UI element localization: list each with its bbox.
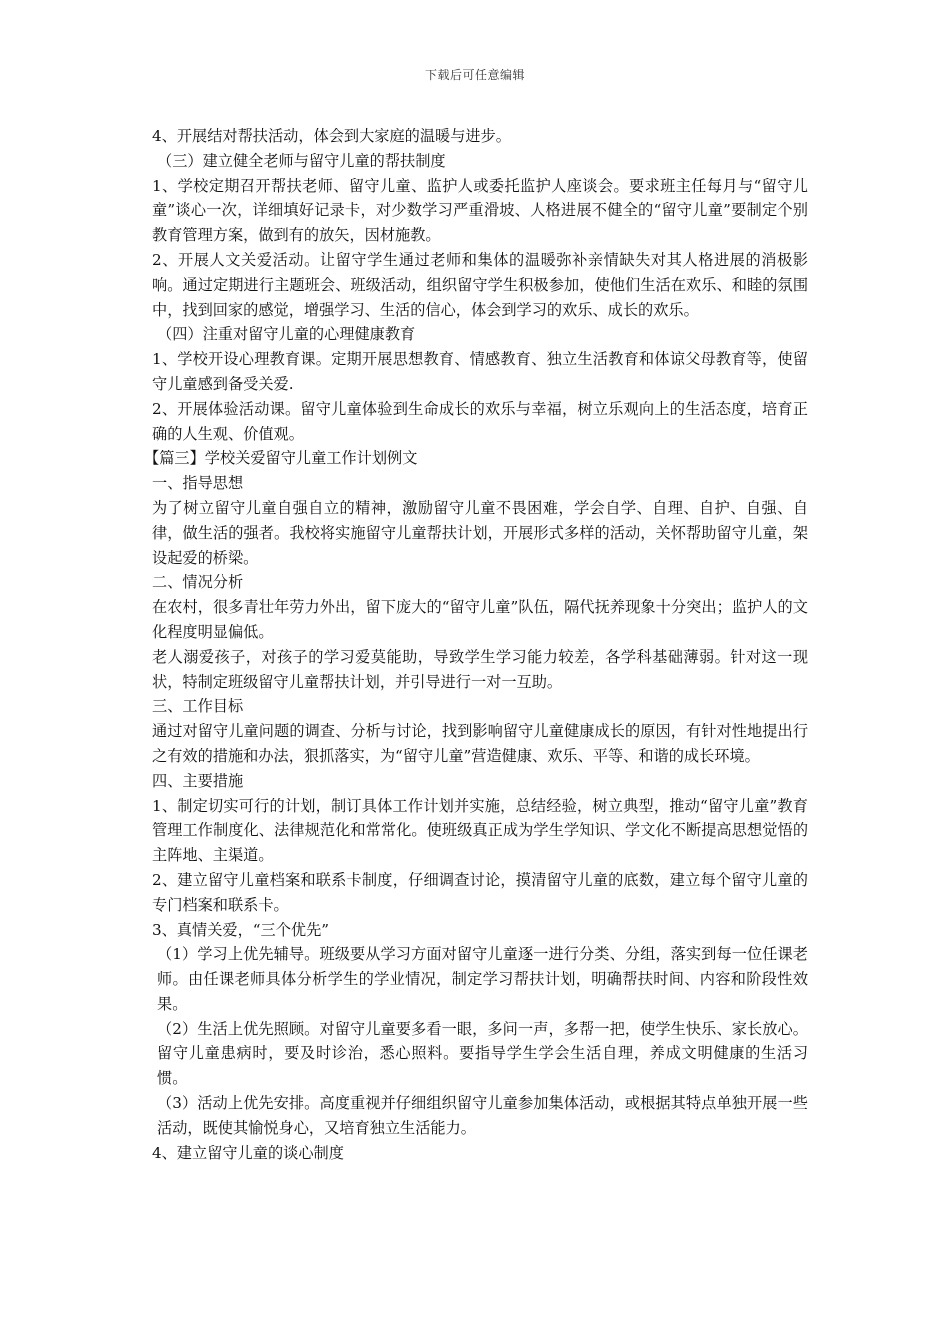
section-heading: （三）建立健全老师与留守儿童的帮扶制度 xyxy=(157,151,446,170)
paragraph: 4、建立留守儿童的谈心制度 xyxy=(152,1143,344,1162)
section-heading: 一、指导思想 xyxy=(152,474,244,493)
paragraph: 1、学校定期召开帮扶老师、留守儿童、监护人或委托监护人座谈会。要求班主任每月与“留守儿童”谈心一次，详细填好记录卡，对少数学习严重滑坡、人格进展不健全的“留守儿童”要制定个别教育管理方案，做到有的放矢，因材施教。 xyxy=(152,176,808,245)
section-heading: 四、主要措施 xyxy=(152,771,244,790)
paragraph: 为了树立留守儿童自强自立的精神，激励留守儿童不畏困难，学会自学、自理、自护、自强、自律，做生活的强者。我校将实施留守儿童帮扶计划，开展形式多样的活动，关怀帮助留守儿童，架设起爱的桥梁。 xyxy=(152,498,808,567)
paragraph: 3、真情关爱，“三个优先” xyxy=(152,920,330,939)
paragraph: 1、制定切实可行的计划，制订具体工作计划并实施，总结经验，树立典型，推动“留守儿童”教育管理工作制度化、法律规范化和常常化。使班级真正成为学生学知识、学文化不断提高思想觉悟的主阵地、主渠道。 xyxy=(152,796,808,865)
article-title: 【篇三】学校关爱留守儿童工作计划例文 xyxy=(144,449,418,468)
page-header: 下载后可任意编辑 xyxy=(424,68,525,82)
paragraph: （1）学习上优先辅导。班级要从学习方面对留守儿童逐一进行分类、分组，落实到每一位任课老师。由任课老师具体分析学生的学业情况，制定学习帮扶计划，明确帮扶时间、内容和阶段性效果。 xyxy=(157,945,808,1013)
paragraph: 老人溺爱孩子，对孩子的学习爱莫能助，导致学生学习能力较差，各学科基础薄弱。针对这一现状，特制定班级留守儿童帮扶计划，并引导进行一对一互助。 xyxy=(152,647,808,691)
document-body xyxy=(144,124,808,1165)
paragraph: 2、开展体验活动课。留守儿童体验到生命成长的欢乐与幸福，树立乐观向上的生活态度，培育正确的人生观、价值观。 xyxy=(152,399,808,443)
paragraph: 通过对留守儿童问题的调查、分析与讨论，找到影响留守儿童健康成长的原因，有针对性地提出行之有效的措施和办法，狠抓落实，为“留守儿童”营造健康、欢乐、平等、和谐的成长环境。 xyxy=(152,722,808,765)
section-heading: （四）注重对留守儿童的心理健康教育 xyxy=(157,325,416,344)
paragraph: 4、开展结对帮扶活动，体会到大家庭的温暖与进步。 xyxy=(152,127,511,145)
paragraph: 2、建立留守儿童档案和联系卡制度，仔细调查讨论，摸清留守儿童的底数，建立每个留守儿童的专门档案和联系卡。 xyxy=(152,870,808,914)
section-heading: 二、情况分析 xyxy=(152,573,244,592)
section-heading: 三、工作目标 xyxy=(152,697,244,716)
paragraph: （3）活动上优先安排。高度重视并仔细组织留守儿童参加集体活动，或根据其特点单独开展一些活动，既使其愉悦身心，又培育独立生活能力。 xyxy=(157,1094,808,1137)
paragraph: 2、开展人文关爱活动。让留守学生通过老师和集体的温暖弥补亲情缺失对其人格进展的消极影响。通过定期进行主题班会、班级活动，组织留守学生积极参加，使他们生活在欢乐、和睦的氛围中，找到回家的感觉，增强学习、生活的信心，体会到学习的欢乐、成长的欢乐。 xyxy=(152,250,808,319)
paragraph: （2）生活上优先照顾。对留守儿童要多看一眼，多问一声，多帮一把，使学生快乐、家长放心。留守儿童患病时，要及时诊治，悉心照料。要指导学生学会生活自理，养成文明健康的生活习惯。 xyxy=(157,1019,808,1088)
paragraph: 1、学校开设心理教育课。定期开展思想教育、情感教育、独立生活教育和体谅父母教育等，使留守儿童感到备受关爱. xyxy=(152,350,808,393)
paragraph: 在农村，很多青壮年劳力外出，留下庞大的“留守儿童”队伍，隔代抚养现象十分突出；监护人的文化程度明显偏低。 xyxy=(152,598,808,641)
